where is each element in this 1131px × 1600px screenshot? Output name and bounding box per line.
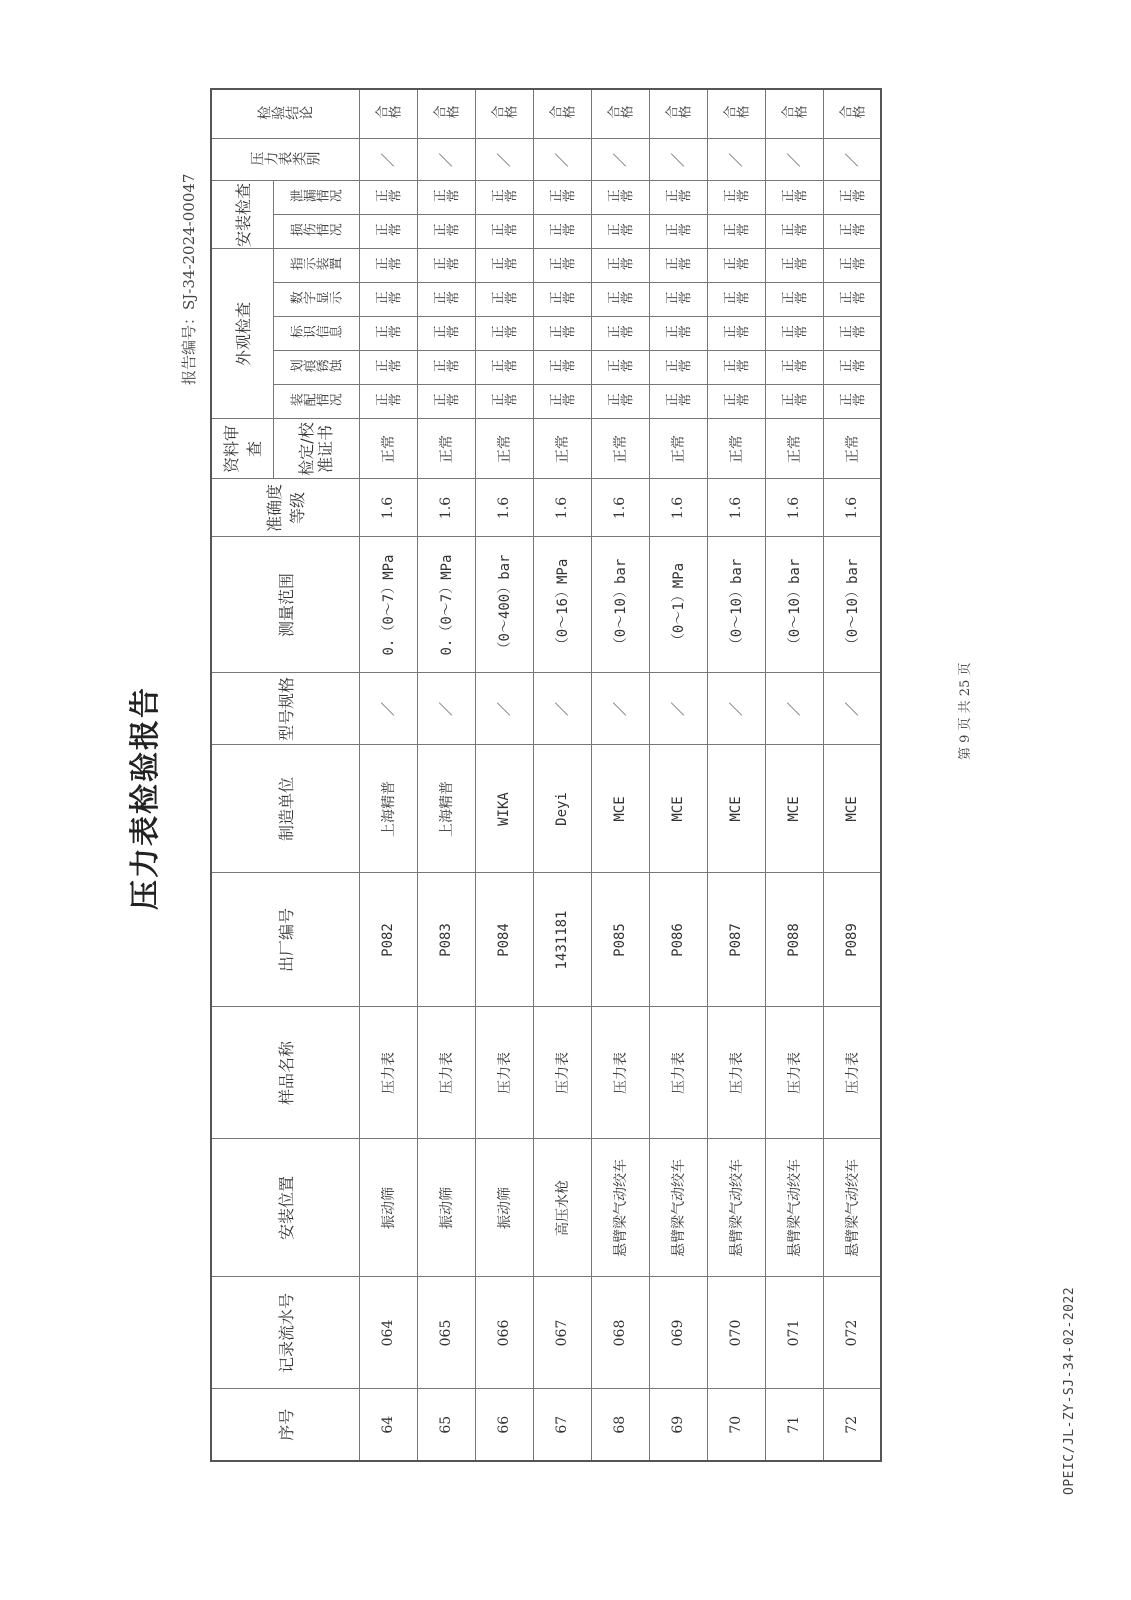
row-factory-no: P084 [496, 923, 512, 957]
header-app-corrosion: 划痕锈蚀 [290, 360, 342, 376]
header-location: 安装位置 [211, 1139, 359, 1277]
row-app-pointer: 正常 [665, 258, 691, 274]
row-manufacturer: MCE [728, 796, 744, 822]
row-ins-leak: 正常 [549, 190, 575, 206]
table-row [475, 89, 533, 1461]
row-ins-leak: 正常 [723, 190, 749, 206]
row-range: （0～400）bar [497, 554, 513, 656]
row-sample: 压力表 [497, 1052, 513, 1094]
row-location: 振动筛 [497, 1187, 513, 1229]
header-ins-leak: 泄漏情况 [290, 190, 342, 206]
row-record-no: 069 [670, 1319, 686, 1347]
table-row [359, 89, 417, 1461]
header-conclusion: 检验结论 [257, 105, 314, 122]
row-app-corrosion: 正常 [491, 360, 517, 376]
row-app-assembly: 正常 [607, 394, 633, 410]
row-seq: 69 [670, 1415, 686, 1434]
table-row [823, 89, 881, 1461]
row-app-corrosion: 正常 [433, 360, 459, 376]
row-model: ／ [555, 702, 571, 716]
row-location: 高压水枪 [555, 1180, 571, 1236]
row-app-label: 正常 [549, 326, 575, 342]
row-type: ／ [439, 153, 455, 167]
row-type: ／ [787, 153, 803, 167]
row-seq: 65 [438, 1415, 454, 1434]
row-manufacturer: MCE [670, 796, 686, 822]
row-manufacturer: WIKA [496, 792, 512, 826]
row-docs: 正常 [787, 435, 803, 463]
row-result: 合格 [607, 106, 633, 122]
row-accuracy: 1.6 [438, 496, 454, 520]
row-app-corrosion: 正常 [723, 360, 749, 376]
row-accuracy: 1.6 [380, 496, 396, 520]
row-app-digital: 正常 [838, 292, 865, 308]
header-factory-no: 出厂编号 [211, 873, 359, 1007]
header-record-no: 记录流水号 [211, 1277, 359, 1389]
row-model: ／ [844, 702, 861, 716]
row-location: 悬臂梁气动绞车 [671, 1159, 687, 1257]
row-ins-damage: 正常 [838, 224, 865, 240]
header-ins-damage: 损伤情况 [290, 224, 342, 240]
row-range: （0～10）bar [787, 558, 803, 652]
row-app-pointer: 正常 [491, 258, 517, 274]
row-model: ／ [671, 702, 687, 716]
row-range: （0～16）MPa [555, 558, 571, 652]
row-app-label: 正常 [838, 326, 865, 342]
header-accuracy: 准确度等级 [211, 479, 359, 537]
row-sample: 压力表 [671, 1052, 687, 1094]
row-app-assembly: 正常 [723, 394, 749, 410]
row-factory-no: P086 [670, 923, 686, 957]
table-row [533, 89, 591, 1461]
row-ins-leak: 正常 [375, 190, 401, 206]
row-sample: 压力表 [439, 1052, 455, 1094]
row-location: 悬臂梁气动绞车 [729, 1159, 745, 1257]
row-sample: 压力表 [729, 1052, 745, 1094]
row-model: ／ [787, 702, 803, 716]
row-location: 悬臂梁气动绞车 [787, 1159, 803, 1257]
row-record-no: 071 [786, 1319, 802, 1347]
row-ins-damage: 正常 [665, 224, 691, 240]
row-manufacturer: MCE [612, 796, 628, 822]
row-sample: 压力表 [613, 1052, 629, 1094]
header-model: 型号规格 [211, 673, 359, 745]
row-factory-no: P089 [843, 923, 860, 957]
row-record-no: 067 [554, 1319, 570, 1347]
header-range: 测量范围 [211, 537, 359, 673]
row-manufacturer: 上海精普 [381, 781, 397, 837]
row-app-label: 正常 [491, 326, 517, 342]
row-ins-damage: 正常 [781, 224, 807, 240]
row-result: 合格 [838, 106, 865, 122]
row-seq: 70 [728, 1415, 744, 1434]
row-accuracy: 1.6 [843, 496, 860, 520]
row-factory-no: P087 [728, 923, 744, 957]
row-docs: 正常 [613, 435, 629, 463]
row-record-no: 068 [612, 1319, 628, 1347]
row-ins-leak: 正常 [665, 190, 691, 206]
row-app-digital: 正常 [607, 292, 633, 308]
row-result: 合格 [549, 106, 575, 122]
row-sample: 压力表 [844, 1052, 861, 1094]
row-factory-no: P083 [438, 923, 454, 957]
row-accuracy: 1.6 [786, 496, 802, 520]
row-ins-damage: 正常 [491, 224, 517, 240]
row-app-digital: 正常 [491, 292, 517, 308]
row-type: ／ [497, 153, 513, 167]
row-location: 振动筛 [439, 1187, 455, 1229]
header-manufacturer: 制造单位 [211, 745, 359, 873]
row-app-digital: 正常 [549, 292, 575, 308]
header-docs: 资料审查 [211, 419, 273, 479]
row-app-corrosion: 正常 [838, 360, 865, 376]
row-sample: 压力表 [787, 1052, 803, 1094]
row-app-digital: 正常 [375, 292, 401, 308]
row-docs: 正常 [555, 435, 571, 463]
row-app-assembly: 正常 [665, 394, 691, 410]
report-number: 报告编号：SJ-34-2024-00047 [180, 173, 198, 385]
row-app-label: 正常 [433, 326, 459, 342]
row-app-assembly: 正常 [491, 394, 517, 410]
row-app-label: 正常 [375, 326, 401, 342]
row-result: 合格 [665, 106, 691, 122]
report-title: 压力表检验报告 [128, 686, 163, 910]
page-footer: 第 9 页 共 25 页 [958, 662, 973, 760]
row-result: 合格 [433, 106, 459, 122]
row-accuracy: 1.6 [670, 496, 686, 520]
row-model: ／ [497, 702, 513, 716]
row-result: 合格 [375, 106, 401, 122]
row-seq: 71 [786, 1415, 802, 1434]
row-seq: 67 [554, 1415, 570, 1434]
row-app-pointer: 正常 [781, 258, 807, 274]
row-ins-damage: 正常 [375, 224, 401, 240]
row-range: （0～10）bar [844, 558, 861, 652]
header-seq: 序号 [211, 1389, 359, 1461]
row-app-digital: 正常 [781, 292, 807, 308]
row-factory-no: P085 [612, 923, 628, 957]
row-seq: 66 [496, 1415, 512, 1434]
row-app-assembly: 正常 [781, 394, 807, 410]
row-ins-damage: 正常 [549, 224, 575, 240]
row-ins-leak: 正常 [781, 190, 807, 206]
row-docs: 正常 [844, 435, 861, 463]
row-docs: 正常 [439, 435, 455, 463]
row-range: （0～10）bar [729, 558, 745, 652]
row-manufacturer: Deyi [554, 792, 570, 826]
table-row [591, 89, 649, 1461]
row-range: （0～1）MPa [671, 562, 687, 648]
row-location: 振动筛 [381, 1187, 397, 1229]
row-result: 合格 [723, 106, 749, 122]
row-seq: 68 [612, 1415, 628, 1434]
row-type: ／ [671, 153, 687, 167]
row-app-assembly: 正常 [838, 394, 865, 410]
row-manufacturer: MCE [786, 796, 802, 822]
row-app-digital: 正常 [723, 292, 749, 308]
row-app-label: 正常 [781, 326, 807, 342]
header-sample: 样品名称 [211, 1007, 359, 1139]
row-record-no: 064 [380, 1319, 396, 1347]
row-app-pointer: 正常 [607, 258, 633, 274]
row-docs: 正常 [497, 435, 513, 463]
table-row [649, 89, 707, 1461]
row-app-corrosion: 正常 [549, 360, 575, 376]
row-ins-damage: 正常 [723, 224, 749, 240]
row-ins-damage: 正常 [433, 224, 459, 240]
row-app-corrosion: 正常 [607, 360, 633, 376]
row-accuracy: 1.6 [554, 496, 570, 520]
row-ins-leak: 正常 [433, 190, 459, 206]
row-app-pointer: 正常 [838, 258, 865, 274]
row-type: ／ [381, 153, 397, 167]
row-docs: 正常 [729, 435, 745, 463]
row-app-label: 正常 [607, 326, 633, 342]
row-range: 0.（0～7）MPa [439, 554, 455, 656]
row-ins-leak: 正常 [607, 190, 633, 206]
row-docs: 正常 [671, 435, 687, 463]
row-app-assembly: 正常 [549, 394, 575, 410]
row-app-pointer: 正常 [723, 258, 749, 274]
header-app-label: 标识信息 [290, 326, 342, 342]
row-app-corrosion: 正常 [375, 360, 401, 376]
row-ins-leak: 正常 [838, 190, 865, 206]
row-factory-no: 1431181 [554, 910, 570, 970]
row-accuracy: 1.6 [496, 496, 512, 520]
row-app-digital: 正常 [433, 292, 459, 308]
table-row [765, 89, 823, 1461]
row-app-assembly: 正常 [433, 394, 459, 410]
row-app-label: 正常 [665, 326, 691, 342]
row-app-digital: 正常 [665, 292, 691, 308]
row-record-no: 065 [438, 1319, 454, 1347]
row-model: ／ [381, 702, 397, 716]
row-accuracy: 1.6 [612, 496, 628, 520]
header-type: 压力表类别 [250, 151, 321, 168]
row-sample: 压力表 [381, 1052, 397, 1094]
row-seq: 72 [843, 1415, 860, 1434]
row-app-pointer: 正常 [433, 258, 459, 274]
row-manufacturer: MCE [843, 796, 860, 822]
header-app-digital: 数字显示 [290, 292, 342, 308]
row-app-pointer: 正常 [375, 258, 401, 274]
row-result: 合格 [781, 106, 807, 122]
row-location: 悬臂梁气动绞车 [844, 1159, 861, 1257]
row-app-label: 正常 [723, 326, 749, 342]
table-row [707, 89, 765, 1461]
header-app-assembly: 装配情况 [290, 394, 342, 410]
row-model: ／ [613, 702, 629, 716]
row-factory-no: P082 [380, 923, 396, 957]
header-app-pointer: 指示装置 [290, 258, 342, 274]
row-app-pointer: 正常 [549, 258, 575, 274]
row-type: ／ [729, 153, 745, 167]
row-ins-damage: 正常 [607, 224, 633, 240]
row-range: （0～10）bar [613, 558, 629, 652]
row-range: 0.（0～7）MPa [381, 554, 397, 656]
row-record-no: 066 [496, 1319, 512, 1347]
row-docs: 正常 [381, 435, 397, 463]
row-factory-no: P088 [786, 923, 802, 957]
row-record-no: 070 [728, 1319, 744, 1347]
row-manufacturer: 上海精普 [439, 781, 455, 837]
row-model: ／ [439, 702, 455, 716]
row-location: 悬臂梁气动绞车 [613, 1159, 629, 1257]
row-accuracy: 1.6 [728, 496, 744, 520]
header-appearance: 外观检查 [211, 249, 273, 419]
row-sample: 压力表 [555, 1052, 571, 1094]
row-type: ／ [844, 153, 861, 167]
row-type: ／ [613, 153, 629, 167]
header-docs-certificate: 检定/校准证书 [273, 419, 359, 479]
row-record-no: 072 [843, 1319, 860, 1347]
row-app-corrosion: 正常 [665, 360, 691, 376]
row-app-assembly: 正常 [375, 394, 401, 410]
header-install: 安装检查 [211, 181, 273, 249]
row-type: ／ [555, 153, 571, 167]
document-code: OPEIC/JL-ZY-SJ-34-02-2022 [1062, 1286, 1077, 1495]
row-result: 合格 [491, 106, 517, 122]
row-ins-leak: 正常 [491, 190, 517, 206]
row-seq: 64 [380, 1415, 396, 1434]
row-model: ／ [729, 702, 745, 716]
row-app-corrosion: 正常 [781, 360, 807, 376]
